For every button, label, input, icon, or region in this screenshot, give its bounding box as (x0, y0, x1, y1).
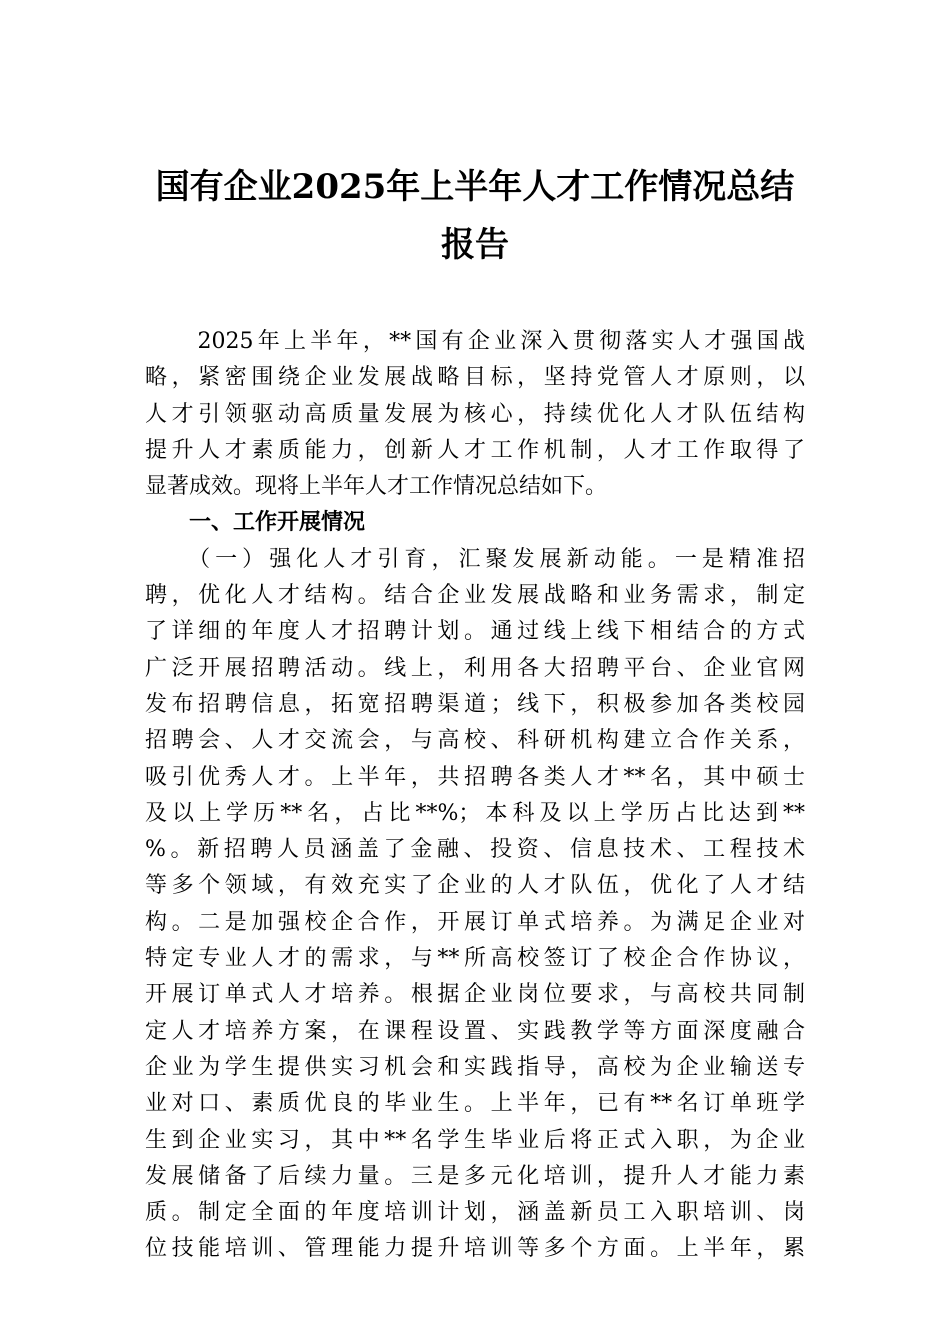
section-paragraph-line: 吸引优秀人才。上半年，共招聘各类人才**名，其中硕士 (145, 764, 805, 790)
document-body (145, 324, 805, 1268)
section-paragraph-line: 企业为学生提供实习机会和实践指导，高校为企业输送专 (145, 1054, 805, 1080)
section-paragraph-line: 构。二是加强校企合作，开展订单式培养。为满足企业对 (145, 909, 805, 935)
section-paragraph-line: （一）强化人才引育，汇聚发展新动能。一是精准招 (145, 546, 805, 572)
section-paragraph-line: 广泛开展招聘活动。线上，利用各大招聘平台、企业官网 (145, 655, 805, 681)
intro-paragraph-line: 显著成效。现将上半年人才工作情况总结如下。 (145, 474, 608, 500)
title-line: 报告 (441, 225, 509, 265)
section-paragraph-line: 发展储备了后续力量。三是多元化培训，提升人才能力素 (145, 1163, 805, 1189)
section-paragraph-line: 等多个领域，有效充实了企业的人才队伍，优化了人才结 (145, 873, 805, 899)
section-paragraph-line: 定人才培养方案，在课程设置、实践教学等方面深度融合 (145, 1018, 805, 1044)
section-paragraph-line: 开展订单式人才培养。根据企业岗位要求，与高校共同制 (145, 982, 805, 1008)
section-paragraph-line: 发布招聘信息，拓宽招聘渠道；线下，积极参加各类校园 (145, 691, 805, 717)
section-paragraph-line: 特定专业人才的需求，与**所高校签订了校企合作协议， (145, 946, 805, 972)
intro-paragraph-line: 提升人才素质能力，创新人才工作机制，人才工作取得了 (145, 437, 805, 463)
section-paragraph-line: 及以上学历**名，占比**%；本科及以上学历占比达到** (145, 800, 805, 826)
section-paragraph-line: 招聘会、人才交流会，与高校、科研机构建立合作关系， (145, 728, 805, 754)
document-title (140, 158, 810, 274)
section-paragraph-line: 业对口、素质优良的毕业生。上半年，已有**名订单班学 (145, 1091, 805, 1117)
section-heading: 一、工作开展情况 (145, 510, 366, 536)
title-line: 国有企业2025年上半年人才工作情况总结 (155, 167, 795, 207)
section-paragraph-line: 生到企业实习，其中**名学生毕业后将正式入职，为企业 (145, 1127, 805, 1153)
section-paragraph-line: 聘，优化人才结构。结合企业发展战略和业务需求，制定 (145, 583, 805, 609)
intro-paragraph-line: 2025年上半年，**国有企业深入贯彻落实人才强国战 (145, 329, 805, 354)
section-paragraph-line: 位技能培训、管理能力提升培训等多个方面。上半年，累 (145, 1236, 805, 1262)
intro-paragraph-line: 略，紧密围绕企业发展战略目标，坚持党管人才原则，以 (145, 365, 805, 391)
intro-paragraph-line: 人才引领驱动高质量发展为核心，持续优化人才队伍结构 (145, 401, 805, 427)
section-paragraph-line: 了详细的年度人才招聘计划。通过线上线下相结合的方式 (145, 619, 805, 645)
section-paragraph-line: %。新招聘人员涵盖了金融、投资、信息技术、工程技术 (145, 837, 805, 863)
section-paragraph-line: 质。制定全面的年度培训计划，涵盖新员工入职培训、岗 (145, 1200, 805, 1226)
